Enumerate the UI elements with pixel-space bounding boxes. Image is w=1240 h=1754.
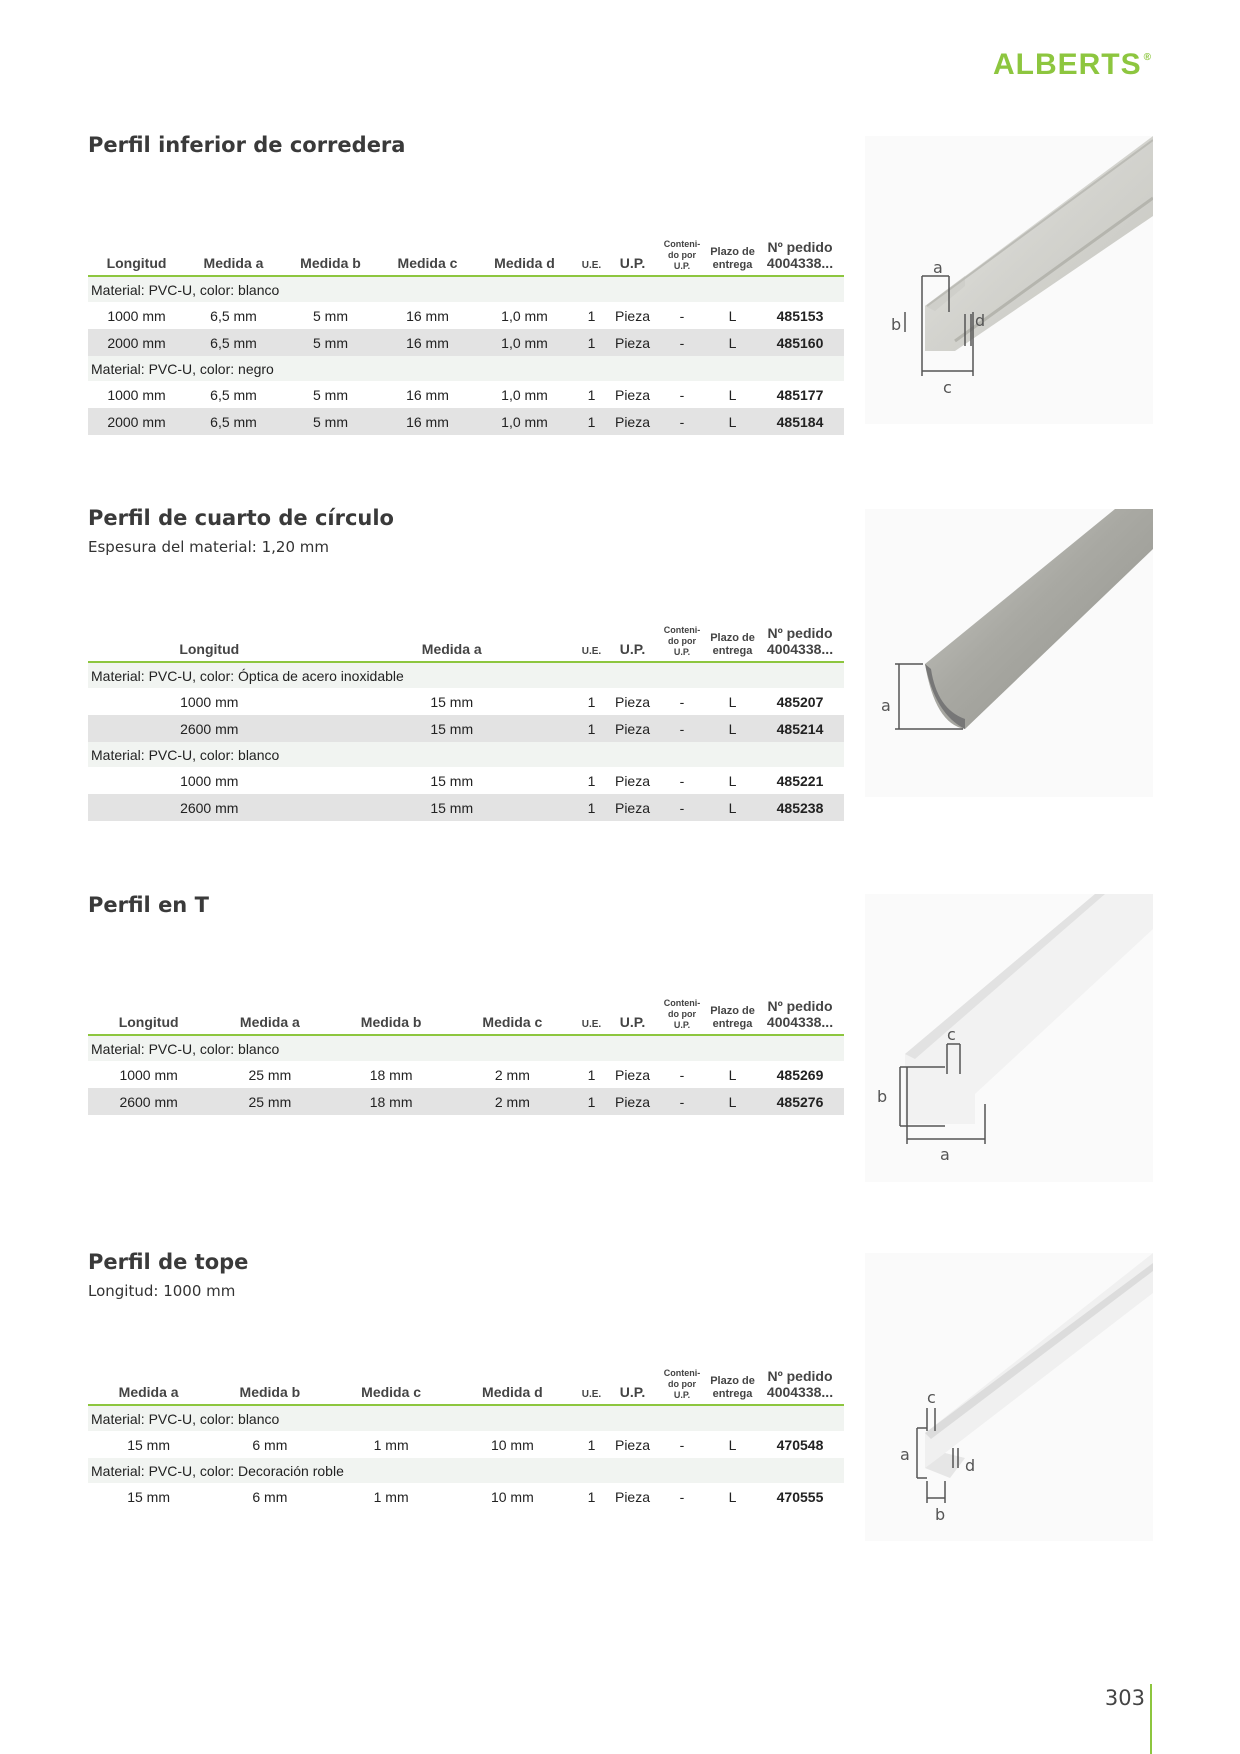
table-cell: 16 mm bbox=[379, 408, 476, 435]
column-header-ue: U.E. bbox=[573, 625, 610, 662]
material-label: Material: PVC-U, color: Decoración roble bbox=[88, 1458, 844, 1483]
table-cell: - bbox=[679, 1436, 685, 1453]
table-cell: Pieza bbox=[614, 772, 651, 789]
table-cell: 6,5 mm bbox=[185, 408, 282, 435]
table-cell: 485177 bbox=[776, 386, 824, 403]
diagram-label: c bbox=[947, 1025, 956, 1044]
section-perfil-inferior-corredera bbox=[88, 133, 844, 430]
table-row bbox=[88, 1061, 844, 1088]
table-cell: 2000 mm bbox=[88, 408, 185, 435]
header-line: entrega bbox=[712, 644, 753, 657]
table-cell: Pieza bbox=[614, 693, 651, 710]
section-title: Perfil en T bbox=[88, 893, 209, 917]
table-row bbox=[88, 1088, 844, 1115]
material-row bbox=[88, 1458, 844, 1483]
table-cell: L bbox=[728, 772, 737, 789]
table-cell: 15 mm bbox=[331, 794, 574, 821]
column-header: Medida d bbox=[452, 1368, 573, 1405]
column-header-contenido bbox=[655, 239, 709, 276]
section-title: Perfil inferior de corredera bbox=[88, 133, 406, 157]
product-image-perfil-t bbox=[865, 894, 1153, 1182]
table-cell: 5 mm bbox=[313, 307, 348, 324]
table-cell: L bbox=[728, 307, 737, 324]
column-header: Medida c bbox=[331, 1368, 452, 1405]
table-cell: L bbox=[728, 693, 737, 710]
header-line: Plazo de bbox=[710, 246, 755, 259]
table-cell: 485207 bbox=[776, 693, 824, 710]
table-row bbox=[88, 794, 844, 821]
table-cell: 2600 mm bbox=[88, 715, 331, 742]
table-cell: - bbox=[655, 329, 709, 356]
material-row bbox=[88, 1405, 844, 1431]
header-line: Nº pedido bbox=[767, 998, 833, 1015]
product-table bbox=[88, 1368, 844, 1510]
table-cell: Pieza bbox=[610, 794, 655, 821]
table-cell: L bbox=[728, 1488, 737, 1505]
column-header: Medida a bbox=[209, 998, 330, 1035]
table-cell: 1,0 mm bbox=[476, 329, 573, 356]
table-cell: 18 mm bbox=[369, 1066, 413, 1083]
table-cell: 1 bbox=[587, 386, 596, 403]
table-cell: 1 bbox=[573, 408, 610, 435]
table-cell: 485160 bbox=[756, 329, 844, 356]
header-row bbox=[88, 1368, 844, 1405]
table-row bbox=[88, 302, 844, 329]
table-cell: L bbox=[709, 715, 756, 742]
table-cell: 1,0 mm bbox=[501, 386, 548, 403]
table-cell: 470555 bbox=[776, 1488, 824, 1505]
table-cell: - bbox=[655, 1088, 709, 1115]
column-header-plazo bbox=[709, 625, 756, 662]
header-line: U.P. bbox=[673, 1389, 691, 1400]
material-label: Material: PVC-U, color: blanco bbox=[88, 1035, 844, 1061]
material-row bbox=[88, 276, 844, 302]
page-bar bbox=[1150, 1684, 1152, 1754]
diagram-label: a bbox=[881, 696, 891, 715]
section-perfil-de-tope bbox=[88, 1250, 844, 1505]
column-header: Medida a bbox=[88, 1368, 209, 1405]
header-line: Nº pedido bbox=[767, 1368, 833, 1385]
table-row bbox=[88, 1431, 844, 1458]
column-header-contenido bbox=[655, 625, 709, 662]
table-cell: 2600 mm bbox=[88, 794, 331, 821]
header-line: entrega bbox=[712, 1387, 753, 1400]
diagram-label: b bbox=[877, 1087, 888, 1106]
page-number: 303 bbox=[1104, 1686, 1145, 1710]
column-header-ue: U.E. bbox=[573, 998, 610, 1035]
table-cell: 1 bbox=[573, 329, 610, 356]
header-line: Nº pedido bbox=[767, 625, 833, 642]
column-header-plazo bbox=[709, 998, 756, 1035]
section-title: Perfil de tope bbox=[88, 1250, 249, 1274]
header-line: do por bbox=[668, 1008, 696, 1019]
table-cell: 5 mm bbox=[282, 329, 379, 356]
material-label: Material: PVC-U, color: blanco bbox=[88, 276, 844, 302]
table-cell: 18 mm bbox=[331, 1088, 452, 1115]
table-row bbox=[88, 381, 844, 408]
table-cell: L bbox=[728, 1436, 737, 1453]
table-cell: 2000 mm bbox=[88, 329, 185, 356]
table-cell: 25 mm bbox=[248, 1066, 292, 1083]
header-row bbox=[88, 239, 844, 276]
table-cell: Pieza bbox=[610, 408, 655, 435]
table-cell: 485238 bbox=[756, 794, 844, 821]
column-header-pedido bbox=[756, 625, 844, 662]
table-cell: L bbox=[709, 408, 756, 435]
column-header-contenido bbox=[655, 998, 709, 1035]
table-cell: L bbox=[709, 329, 756, 356]
header-line: Conteni- bbox=[663, 625, 701, 635]
column-header-plazo bbox=[709, 239, 756, 276]
table-cell: - bbox=[679, 772, 685, 789]
table-cell: - bbox=[679, 1488, 685, 1505]
column-header: Longitud bbox=[88, 625, 331, 662]
header-line: entrega bbox=[712, 1017, 753, 1030]
column-header-ue: U.E. bbox=[573, 239, 610, 276]
table-cell: 1000 mm bbox=[180, 693, 239, 710]
table-cell: 10 mm bbox=[490, 1488, 534, 1505]
column-header: Medida c bbox=[379, 239, 476, 276]
header-line: Plazo de bbox=[710, 1375, 755, 1388]
table-cell: Pieza bbox=[610, 715, 655, 742]
table-row bbox=[88, 1483, 844, 1510]
table-row bbox=[88, 688, 844, 715]
table-cell: 6,5 mm bbox=[185, 329, 282, 356]
diagram-label: a bbox=[900, 1445, 910, 1464]
material-row bbox=[88, 662, 844, 688]
column-header-pedido bbox=[756, 239, 844, 276]
table-cell: - bbox=[679, 386, 685, 403]
header-line: do por bbox=[668, 249, 696, 260]
section-perfil-cuarto-circulo bbox=[88, 506, 844, 816]
header-row bbox=[88, 998, 844, 1035]
table-cell: 25 mm bbox=[209, 1088, 330, 1115]
column-header: Medida a bbox=[185, 239, 282, 276]
section-perfil-en-t bbox=[88, 893, 844, 1110]
header-line: do por bbox=[668, 635, 696, 646]
material-label: Material: PVC-U, color: Óptica de acero inoxidable bbox=[88, 662, 844, 688]
table-cell: 16 mm bbox=[406, 307, 449, 324]
column-header-pedido bbox=[756, 1368, 844, 1405]
table-cell: L bbox=[709, 794, 756, 821]
table-cell: 1 bbox=[573, 715, 610, 742]
table-cell: L bbox=[709, 1088, 756, 1115]
material-row bbox=[88, 1035, 844, 1061]
diagram-label: c bbox=[927, 1388, 936, 1407]
header-row bbox=[88, 625, 844, 662]
table-cell: 1,0 mm bbox=[501, 307, 548, 324]
header-line: do por bbox=[668, 1378, 696, 1389]
header-line: U.P. bbox=[673, 1019, 691, 1030]
diagram-label: b bbox=[935, 1505, 946, 1524]
table-cell: - bbox=[655, 794, 709, 821]
header-line: entrega bbox=[712, 258, 753, 271]
table-cell: 5 mm bbox=[282, 408, 379, 435]
table-cell: 1 mm bbox=[373, 1488, 409, 1505]
material-label: Material: PVC-U, color: blanco bbox=[88, 742, 844, 767]
table-cell: 1000 mm bbox=[180, 772, 239, 789]
table-cell: 1 bbox=[587, 772, 596, 789]
table-cell: 1000 mm bbox=[107, 307, 166, 324]
table-cell: 1000 mm bbox=[107, 386, 166, 403]
material-label: Material: PVC-U, color: blanco bbox=[88, 1405, 844, 1431]
table-cell: 485153 bbox=[776, 307, 824, 324]
table-row bbox=[88, 408, 844, 435]
table-cell: 10 mm bbox=[490, 1436, 534, 1453]
column-header: Medida b bbox=[209, 1368, 330, 1405]
table-cell: Pieza bbox=[610, 329, 655, 356]
header-line: Conteni- bbox=[663, 998, 701, 1008]
table-cell: 1 bbox=[587, 1066, 596, 1083]
column-header-ue: U.E. bbox=[573, 1368, 610, 1405]
product-table bbox=[88, 625, 844, 821]
table-cell: 6,5 mm bbox=[210, 386, 257, 403]
table-row bbox=[88, 715, 844, 742]
table-cell: 470548 bbox=[776, 1436, 824, 1453]
table-cell: Pieza bbox=[614, 1066, 651, 1083]
table-cell: Pieza bbox=[614, 1436, 651, 1453]
table-cell: 15 mm bbox=[430, 693, 474, 710]
column-header: Medida a bbox=[331, 625, 574, 662]
table-cell: 1000 mm bbox=[119, 1066, 178, 1083]
table-cell: Pieza bbox=[614, 1488, 651, 1505]
column-header-pedido bbox=[756, 998, 844, 1035]
header-line: U.P. bbox=[673, 646, 691, 657]
table-cell: 2 mm bbox=[452, 1088, 573, 1115]
table-cell: - bbox=[679, 307, 685, 324]
header-line: Plazo de bbox=[710, 632, 755, 645]
column-header: Medida b bbox=[331, 998, 452, 1035]
column-header: Longitud bbox=[88, 239, 185, 276]
product-image-corredera bbox=[865, 136, 1153, 424]
header-line: Plazo de bbox=[710, 1005, 755, 1018]
header-line: 4004338... bbox=[766, 1014, 834, 1031]
table-cell: Pieza bbox=[614, 386, 651, 403]
table-cell: 15 mm bbox=[127, 1436, 171, 1453]
table-cell: 16 mm bbox=[379, 329, 476, 356]
header-line: Conteni- bbox=[663, 239, 701, 249]
column-header: Medida b bbox=[282, 239, 379, 276]
column-header-up: U.P. bbox=[610, 625, 655, 662]
table-cell: 6 mm bbox=[252, 1488, 288, 1505]
diagram-label: c bbox=[943, 378, 952, 397]
table-cell: 15 mm bbox=[430, 772, 474, 789]
table-cell: Pieza bbox=[614, 307, 651, 324]
table-cell: 485184 bbox=[756, 408, 844, 435]
header-line: Nº pedido bbox=[767, 239, 833, 256]
header-line: Conteni- bbox=[663, 1368, 701, 1378]
table-row bbox=[88, 767, 844, 794]
section-subtitle: Espesura del material: 1,20 mm bbox=[88, 538, 329, 556]
column-header-up: U.P. bbox=[610, 998, 655, 1035]
column-header-contenido bbox=[655, 1368, 709, 1405]
table-cell: 1 bbox=[587, 1488, 596, 1505]
brand-logo: ALBERTS ® bbox=[992, 48, 1152, 81]
material-label: Material: PVC-U, color: negro bbox=[88, 356, 844, 381]
column-header-plazo bbox=[709, 1368, 756, 1405]
column-header: Medida d bbox=[476, 239, 573, 276]
table-cell: 1 bbox=[573, 1088, 610, 1115]
table-cell: 6 mm bbox=[252, 1436, 288, 1453]
table-cell: 1 bbox=[587, 307, 596, 324]
column-header: Medida c bbox=[452, 998, 573, 1035]
table-cell: 1,0 mm bbox=[476, 408, 573, 435]
table-cell: - bbox=[655, 715, 709, 742]
section-subtitle: Longitud: 1000 mm bbox=[88, 1282, 236, 1300]
table-cell: 5 mm bbox=[313, 386, 348, 403]
table-cell: 1 bbox=[587, 1436, 596, 1453]
header-line: 4004338... bbox=[766, 1384, 834, 1401]
material-row bbox=[88, 356, 844, 381]
table-cell: Pieza bbox=[610, 1088, 655, 1115]
table-cell: - bbox=[679, 693, 685, 710]
table-cell: 15 mm bbox=[127, 1488, 171, 1505]
header-line: U.P. bbox=[673, 260, 691, 271]
table-cell: 6,5 mm bbox=[210, 307, 257, 324]
table-cell: 15 mm bbox=[331, 715, 574, 742]
table-cell: 485221 bbox=[776, 772, 824, 789]
diagram-label: a bbox=[940, 1145, 950, 1164]
table-cell: 485269 bbox=[776, 1066, 824, 1083]
table-cell: - bbox=[655, 408, 709, 435]
material-row bbox=[88, 742, 844, 767]
table-cell: 1 bbox=[573, 794, 610, 821]
table-cell: 485214 bbox=[756, 715, 844, 742]
table-cell: 1 mm bbox=[373, 1436, 409, 1453]
header-line: 4004338... bbox=[766, 255, 834, 272]
table-cell: L bbox=[728, 1066, 737, 1083]
diagram-label: a bbox=[933, 258, 943, 277]
column-header-up: U.P. bbox=[610, 1368, 655, 1405]
product-image-cuarto-circulo bbox=[865, 509, 1153, 797]
column-header: Longitud bbox=[88, 998, 209, 1035]
table-cell: - bbox=[679, 1066, 685, 1083]
table-cell: 2600 mm bbox=[88, 1088, 209, 1115]
product-image-perfil-tope bbox=[865, 1253, 1153, 1541]
product-table bbox=[88, 239, 844, 435]
table-row bbox=[88, 329, 844, 356]
column-header-up: U.P. bbox=[610, 239, 655, 276]
product-table bbox=[88, 998, 844, 1115]
table-cell: 1 bbox=[587, 693, 596, 710]
table-cell: 16 mm bbox=[406, 386, 449, 403]
section-title: Perfil de cuarto de círculo bbox=[88, 506, 394, 530]
diagram-label: d bbox=[965, 1456, 976, 1475]
table-cell: L bbox=[728, 386, 737, 403]
table-cell: 2 mm bbox=[494, 1066, 530, 1083]
header-line: 4004338... bbox=[766, 641, 834, 658]
diagram-label: d bbox=[975, 311, 986, 330]
table-cell: 485276 bbox=[756, 1088, 844, 1115]
diagram-label: b bbox=[891, 315, 902, 334]
